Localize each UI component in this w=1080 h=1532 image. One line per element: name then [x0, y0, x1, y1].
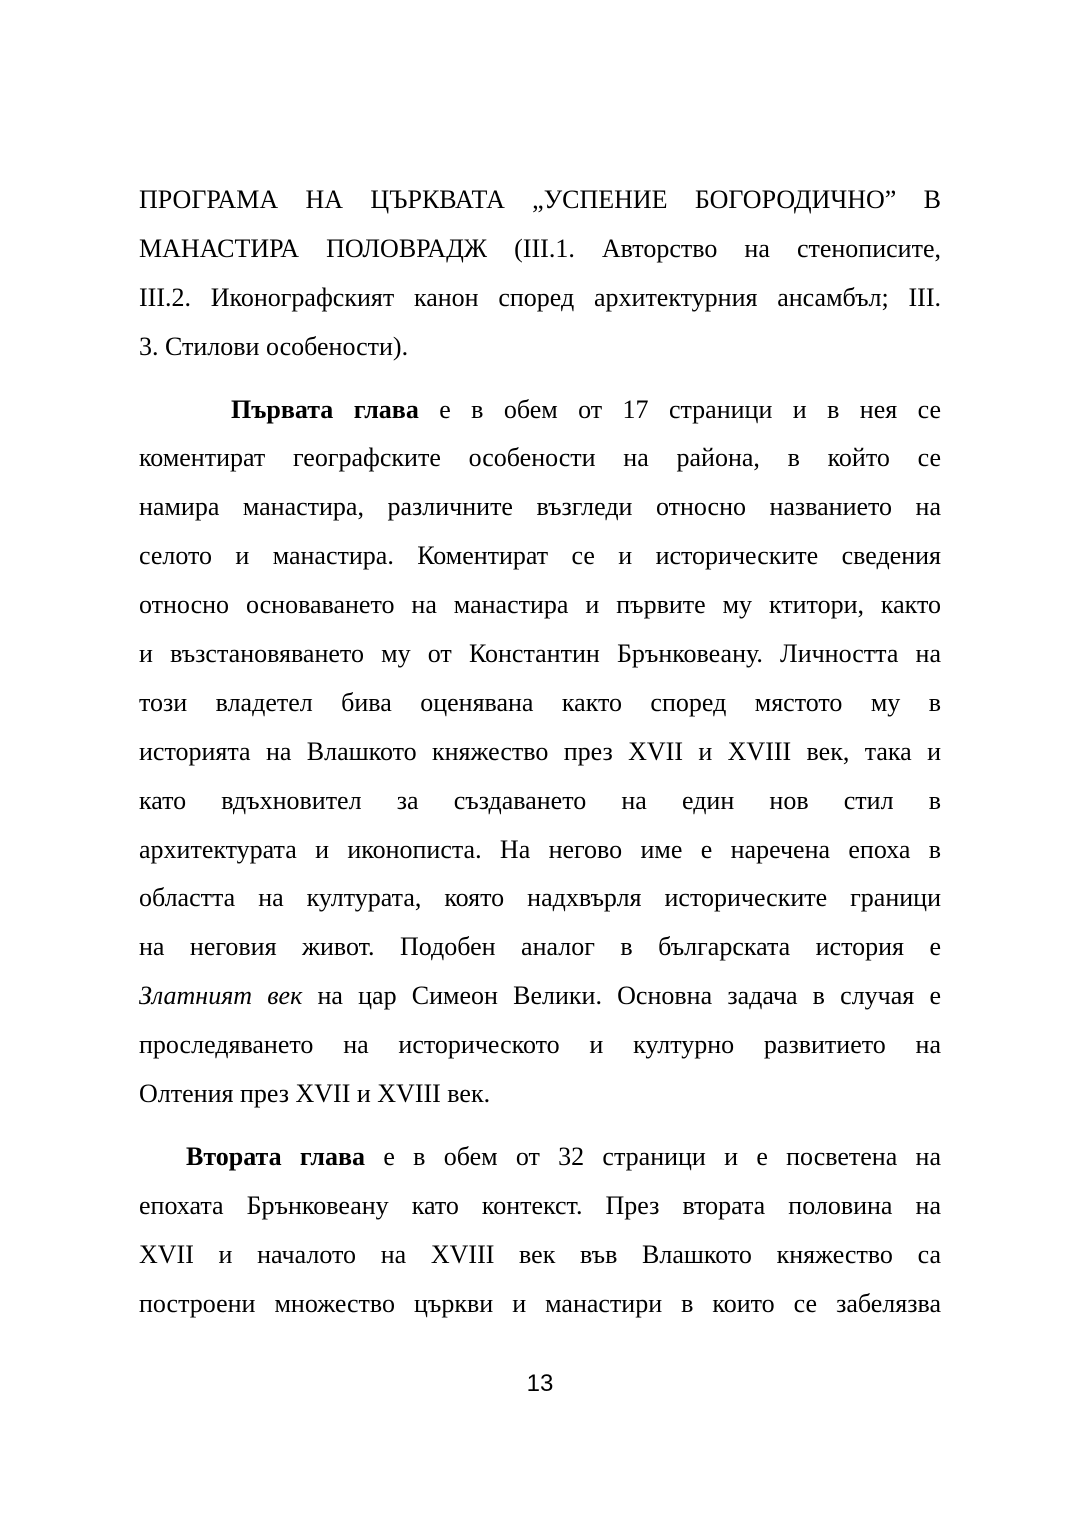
text-line: на неговия живот. Подобен аналог в българската история е [139, 932, 941, 962]
chapter-1-heading: Първата глава [231, 394, 419, 424]
text-line: ПРОГРАМА НА ЦЪРКВАТА „УСПЕНИЕ БОГОРОДИЧНО” В [139, 185, 941, 214]
text-line [139, 972, 941, 1021]
chapter-2-heading: Втората глава [186, 1141, 366, 1171]
paragraph-chapter-1 [139, 386, 941, 1119]
text-line [139, 1133, 941, 1182]
text-line: областта на културата, която надхвърля историческите граници [139, 883, 941, 913]
page-number: 13 [526, 1370, 554, 1397]
text-line: намира манастира, различните възгледи относно названието на [139, 492, 941, 522]
text-line: относно основаването на манастира и първите му ктитори, както [139, 590, 941, 620]
text-fragment: е в обем от 17 страници и в нея се [418, 394, 941, 424]
text-line: историята на Влашкото княжество през XVII и XVIII век, така и [139, 736, 941, 766]
paragraph-intro [139, 176, 941, 372]
text-line: селото и манастира. Коментират се и историческите сведения [139, 541, 941, 571]
text-fragment: на цар Симеон Велики. Основна задача в случая е [302, 981, 941, 1011]
text-line: и възстановяването му от Константин Брънковеану. Личността на [139, 639, 941, 669]
document-body [139, 176, 941, 1328]
text-line: като вдъхновител за създаването на един нов стил в [139, 785, 941, 815]
text-line: XVII и началото на XVIII век във Влашкото княжество са [139, 1239, 941, 1269]
italic-phrase: Златният век [139, 981, 303, 1011]
text-line: проследяването на историческото и културно развитието на [139, 1030, 941, 1060]
text-line: коментират географските особености на района, в който се [139, 443, 941, 473]
text-line: Олтения през XVII и XVIII век. [139, 1079, 491, 1109]
text-line: МАНАСТИРА ПОЛОВРАДЖ (III.1. Авторство на стенописите, [139, 233, 941, 263]
text-fragment: е в обем от 32 страници и е посветена на [365, 1141, 941, 1171]
text-line: 3. Стилови особености). [139, 331, 409, 361]
text-line [139, 386, 941, 435]
text-line: III.2. Иконографският канон според архитектурния ансамбъл; III. [139, 282, 941, 312]
text-line: епохата Брънковеану като контекст. През втората половина на [139, 1190, 941, 1220]
paragraph-gap [139, 1119, 941, 1133]
paragraph-chapter-2 [139, 1133, 941, 1329]
paragraph-gap [139, 372, 941, 386]
text-line: построени множество църкви и манастири в които се забелязва [139, 1288, 941, 1318]
text-line: архитектурата и иконописта. На негово име е наречена епоха в [139, 834, 941, 864]
text-line: този владетел бива оценявана както според мястото му в [139, 687, 941, 717]
